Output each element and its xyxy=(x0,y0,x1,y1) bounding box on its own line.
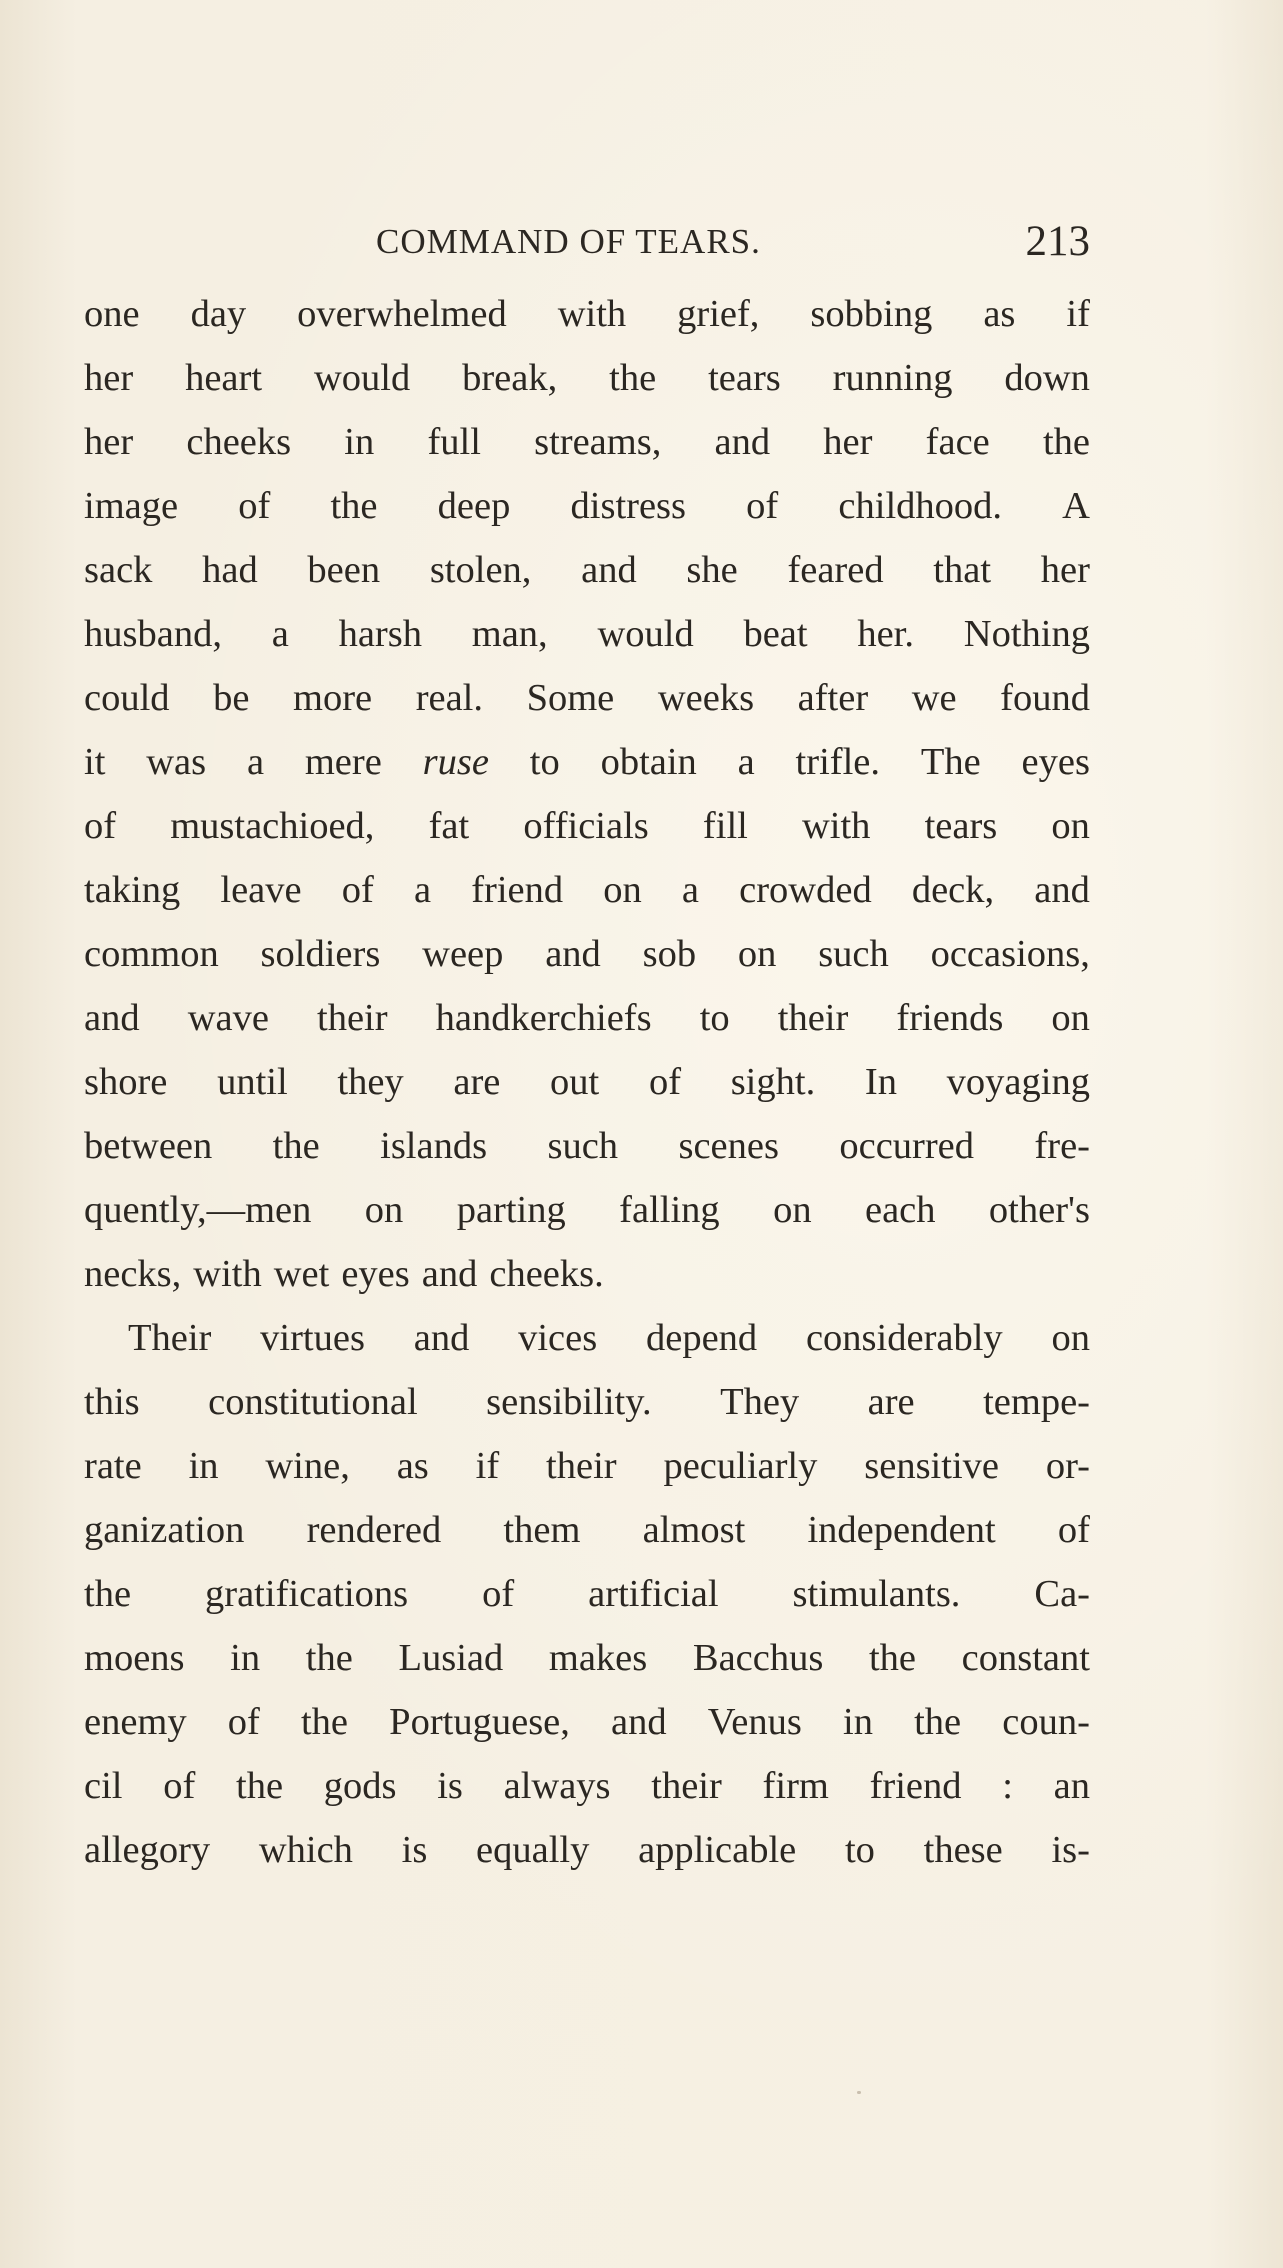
word: that xyxy=(933,549,992,591)
word: distress xyxy=(570,485,687,527)
text-line xyxy=(84,1370,1090,1434)
word: constitutional xyxy=(208,1381,418,1423)
word: soldiers xyxy=(260,933,381,975)
word: of xyxy=(84,805,117,847)
word: on xyxy=(603,869,642,911)
word: weep xyxy=(422,933,504,975)
word: occasions, xyxy=(930,933,1090,975)
body-text xyxy=(84,282,1090,1882)
word: depend xyxy=(646,1317,758,1359)
word: of xyxy=(163,1765,196,1807)
word: a xyxy=(413,869,432,911)
word: and xyxy=(84,997,140,1039)
word: with xyxy=(557,293,627,335)
word: be xyxy=(213,677,250,719)
word: one xyxy=(84,293,140,335)
word: had xyxy=(202,549,258,591)
word: was xyxy=(146,741,207,783)
word: a xyxy=(271,613,289,655)
word: vices xyxy=(518,1317,598,1359)
word: other's xyxy=(988,1189,1090,1231)
word: allegory xyxy=(84,1829,211,1871)
word: the xyxy=(236,1765,284,1807)
text-line xyxy=(84,1306,1090,1370)
word: Some xyxy=(526,677,615,719)
word: eyes xyxy=(341,1253,410,1295)
word: sensibility. xyxy=(486,1381,652,1423)
word: firm xyxy=(762,1765,829,1807)
word: if xyxy=(1066,293,1090,335)
word: real. xyxy=(415,677,484,719)
text-line xyxy=(84,1178,1090,1242)
word: is xyxy=(401,1829,428,1871)
word: of xyxy=(746,485,779,527)
word: fre- xyxy=(1034,1125,1090,1167)
text-line xyxy=(84,538,1090,602)
text-line xyxy=(84,858,1090,922)
word: each xyxy=(864,1189,936,1231)
word: the xyxy=(609,357,657,399)
word: shore xyxy=(84,1061,168,1103)
word: crowded xyxy=(739,869,872,911)
word: their xyxy=(317,997,388,1039)
text-line xyxy=(84,474,1090,538)
text-line xyxy=(84,346,1090,410)
word: sob xyxy=(642,933,697,975)
text-line xyxy=(84,666,1090,730)
word: her xyxy=(84,357,134,399)
word: until xyxy=(217,1061,288,1103)
word: husband, xyxy=(84,613,222,655)
word: the xyxy=(84,1573,132,1615)
word: her xyxy=(1040,549,1090,591)
word: are xyxy=(453,1061,501,1103)
word: scenes xyxy=(678,1125,779,1167)
word: sight. xyxy=(730,1061,816,1103)
word: cheeks. xyxy=(489,1253,604,1295)
word: coun- xyxy=(1002,1701,1090,1743)
word: necks, xyxy=(84,1253,182,1295)
word: in xyxy=(344,421,375,463)
word: trifle. xyxy=(795,741,880,783)
word: is- xyxy=(1051,1829,1090,1871)
word: parting xyxy=(456,1189,566,1231)
text-line xyxy=(84,1754,1090,1818)
word: man, xyxy=(471,613,548,655)
word: They xyxy=(720,1381,800,1423)
word: islands xyxy=(380,1125,488,1167)
word: weeks xyxy=(657,677,755,719)
word: friend xyxy=(869,1765,962,1807)
word: their xyxy=(546,1445,617,1487)
word: enemy xyxy=(84,1701,187,1743)
running-head xyxy=(84,212,1090,272)
text-line xyxy=(84,1818,1090,1882)
word: we xyxy=(911,677,957,719)
word: on xyxy=(737,933,777,975)
word: their xyxy=(651,1765,722,1807)
word: quently,—men xyxy=(84,1189,312,1231)
word: found xyxy=(1000,677,1090,719)
text-line xyxy=(84,1242,1090,1306)
word: her xyxy=(823,421,873,463)
word: on xyxy=(364,1189,404,1231)
page-number: 213 xyxy=(1025,218,1090,265)
word: the xyxy=(330,485,378,527)
word: sensitive xyxy=(864,1445,999,1487)
running-title: COMMAND OF TEARS. xyxy=(376,222,761,261)
word: a xyxy=(681,869,699,911)
text-line xyxy=(84,794,1090,858)
word: day xyxy=(190,293,247,335)
word: moens xyxy=(84,1637,185,1679)
word: in xyxy=(188,1445,219,1487)
word: between xyxy=(84,1125,213,1167)
word: : xyxy=(1002,1765,1013,1807)
word: her xyxy=(84,421,134,463)
word: as xyxy=(983,293,1016,335)
word: taking xyxy=(84,869,181,911)
word: tears xyxy=(924,805,998,847)
word: and xyxy=(714,421,771,463)
word: wet xyxy=(273,1253,330,1295)
word: handkerchiefs xyxy=(435,997,652,1039)
paper-speck xyxy=(857,2091,861,2094)
word: of xyxy=(341,869,374,911)
word: on xyxy=(1051,997,1090,1039)
text-line xyxy=(84,1562,1090,1626)
word: on xyxy=(773,1189,812,1231)
word: feared xyxy=(787,549,884,591)
word: considerably xyxy=(805,1317,1003,1359)
text-line xyxy=(84,1498,1090,1562)
word: in xyxy=(843,1701,873,1743)
word: this xyxy=(84,1381,140,1423)
word: the xyxy=(1042,421,1090,463)
word: rendered xyxy=(306,1509,442,1551)
word: applicable xyxy=(638,1829,797,1871)
text-line xyxy=(84,986,1090,1050)
word: is xyxy=(437,1765,463,1807)
word: out xyxy=(550,1061,600,1103)
word: equally xyxy=(476,1829,590,1871)
word: peculiarly xyxy=(663,1445,818,1487)
word: to xyxy=(699,997,730,1039)
word: which xyxy=(258,1829,353,1871)
word: their xyxy=(777,997,849,1039)
word: running xyxy=(832,357,953,399)
word: streams, xyxy=(534,421,662,463)
word: in xyxy=(230,1637,261,1679)
text-line xyxy=(84,282,1090,346)
word: constant xyxy=(961,1637,1090,1679)
word: she xyxy=(686,549,738,591)
word: gratifications xyxy=(205,1573,409,1615)
word: occurred xyxy=(839,1125,975,1167)
word: of xyxy=(648,1061,682,1103)
word: grief, xyxy=(677,293,760,335)
word: a xyxy=(737,741,755,783)
word: mustachioed, xyxy=(170,805,375,847)
word: of xyxy=(227,1701,260,1743)
word: are xyxy=(867,1381,915,1423)
word: and xyxy=(1034,869,1090,911)
word: to xyxy=(844,1829,875,1871)
word: virtues xyxy=(260,1317,365,1359)
word: down xyxy=(1004,357,1090,399)
word: the xyxy=(868,1637,917,1679)
word: eyes xyxy=(1021,741,1090,783)
word: to xyxy=(529,741,560,783)
word: a xyxy=(246,741,265,783)
word: would xyxy=(313,357,411,399)
word: ganization xyxy=(84,1509,245,1551)
word: heart xyxy=(185,357,263,399)
word: Ca- xyxy=(1034,1573,1090,1615)
word: of xyxy=(238,485,271,527)
word: wine, xyxy=(265,1445,350,1487)
word: leave xyxy=(220,869,302,911)
word: of xyxy=(482,1573,515,1615)
word: artificial xyxy=(588,1573,719,1615)
text-line xyxy=(84,922,1090,986)
word: tears xyxy=(708,357,781,399)
word: voyaging xyxy=(946,1061,1090,1103)
word: The xyxy=(920,741,981,783)
word: almost xyxy=(642,1509,746,1551)
word: and xyxy=(413,1317,470,1359)
word: gods xyxy=(323,1765,397,1807)
word: deep xyxy=(437,485,511,527)
word: fat xyxy=(428,805,470,847)
word: friend xyxy=(471,869,564,911)
word: on xyxy=(1051,805,1090,847)
word: childhood. xyxy=(838,485,1003,527)
word: more xyxy=(293,677,373,719)
word: stimulants. xyxy=(792,1573,961,1615)
word: Lusiad xyxy=(398,1637,504,1679)
word: could xyxy=(84,677,170,719)
word: friends xyxy=(896,997,1004,1039)
word: on xyxy=(1051,1317,1090,1359)
word: falling xyxy=(619,1189,720,1231)
text-line xyxy=(84,730,1090,794)
word: harsh xyxy=(338,613,422,655)
word: been xyxy=(307,549,381,591)
word: face xyxy=(925,421,990,463)
text-line xyxy=(84,410,1090,474)
word: it xyxy=(84,741,106,783)
word: and xyxy=(611,1701,667,1743)
word: the xyxy=(300,1701,349,1743)
word: an xyxy=(1053,1765,1090,1807)
word: full xyxy=(427,421,481,463)
word: or- xyxy=(1045,1445,1090,1487)
word: sack xyxy=(84,549,153,591)
word: after xyxy=(797,677,869,719)
word: them xyxy=(503,1509,581,1551)
word: wave xyxy=(187,997,269,1039)
word: officials xyxy=(523,805,649,847)
word: rate xyxy=(84,1445,142,1487)
word: independent xyxy=(807,1509,996,1551)
word: they xyxy=(337,1061,404,1103)
word: cil xyxy=(84,1765,123,1807)
word: Bacchus xyxy=(692,1637,824,1679)
word: such xyxy=(818,933,889,975)
word: and xyxy=(581,549,637,591)
text-line xyxy=(84,1050,1090,1114)
text-line xyxy=(84,1626,1090,1690)
word: the xyxy=(272,1125,320,1167)
word: makes xyxy=(548,1637,648,1679)
word: the xyxy=(305,1637,353,1679)
word: Nothing xyxy=(963,613,1090,655)
word: beat xyxy=(743,613,808,655)
word: A xyxy=(1062,485,1090,527)
word: Portuguese, xyxy=(389,1701,570,1743)
word: obtain xyxy=(600,741,697,783)
word: cheeks xyxy=(186,421,292,463)
word: image xyxy=(84,485,179,527)
word: deck, xyxy=(911,869,995,911)
word: as xyxy=(396,1445,429,1487)
word: mere xyxy=(304,741,382,783)
word: tempe- xyxy=(983,1381,1090,1423)
text-line xyxy=(84,1434,1090,1498)
word: Their xyxy=(128,1317,212,1359)
word: Venus xyxy=(707,1701,802,1743)
word: and xyxy=(421,1253,478,1295)
word: common xyxy=(84,933,219,975)
word: stolen, xyxy=(429,549,532,591)
word: and xyxy=(545,933,601,975)
word: overwhelmed xyxy=(297,293,507,335)
word: with xyxy=(193,1253,262,1295)
word: of xyxy=(1057,1509,1090,1551)
text-line xyxy=(84,602,1090,666)
word: with xyxy=(801,805,871,847)
word: these xyxy=(923,1829,1003,1871)
word: ruse xyxy=(422,741,489,783)
word: would xyxy=(597,613,694,655)
word: if xyxy=(475,1445,500,1487)
word: sobbing xyxy=(810,293,933,335)
text-line xyxy=(84,1690,1090,1754)
word: break, xyxy=(462,357,558,399)
word: fill xyxy=(702,805,748,847)
word: such xyxy=(547,1125,619,1167)
word: the xyxy=(914,1701,962,1743)
text-line xyxy=(84,1114,1090,1178)
word: always xyxy=(503,1765,611,1807)
word: her. xyxy=(857,613,915,655)
word: In xyxy=(864,1061,897,1103)
